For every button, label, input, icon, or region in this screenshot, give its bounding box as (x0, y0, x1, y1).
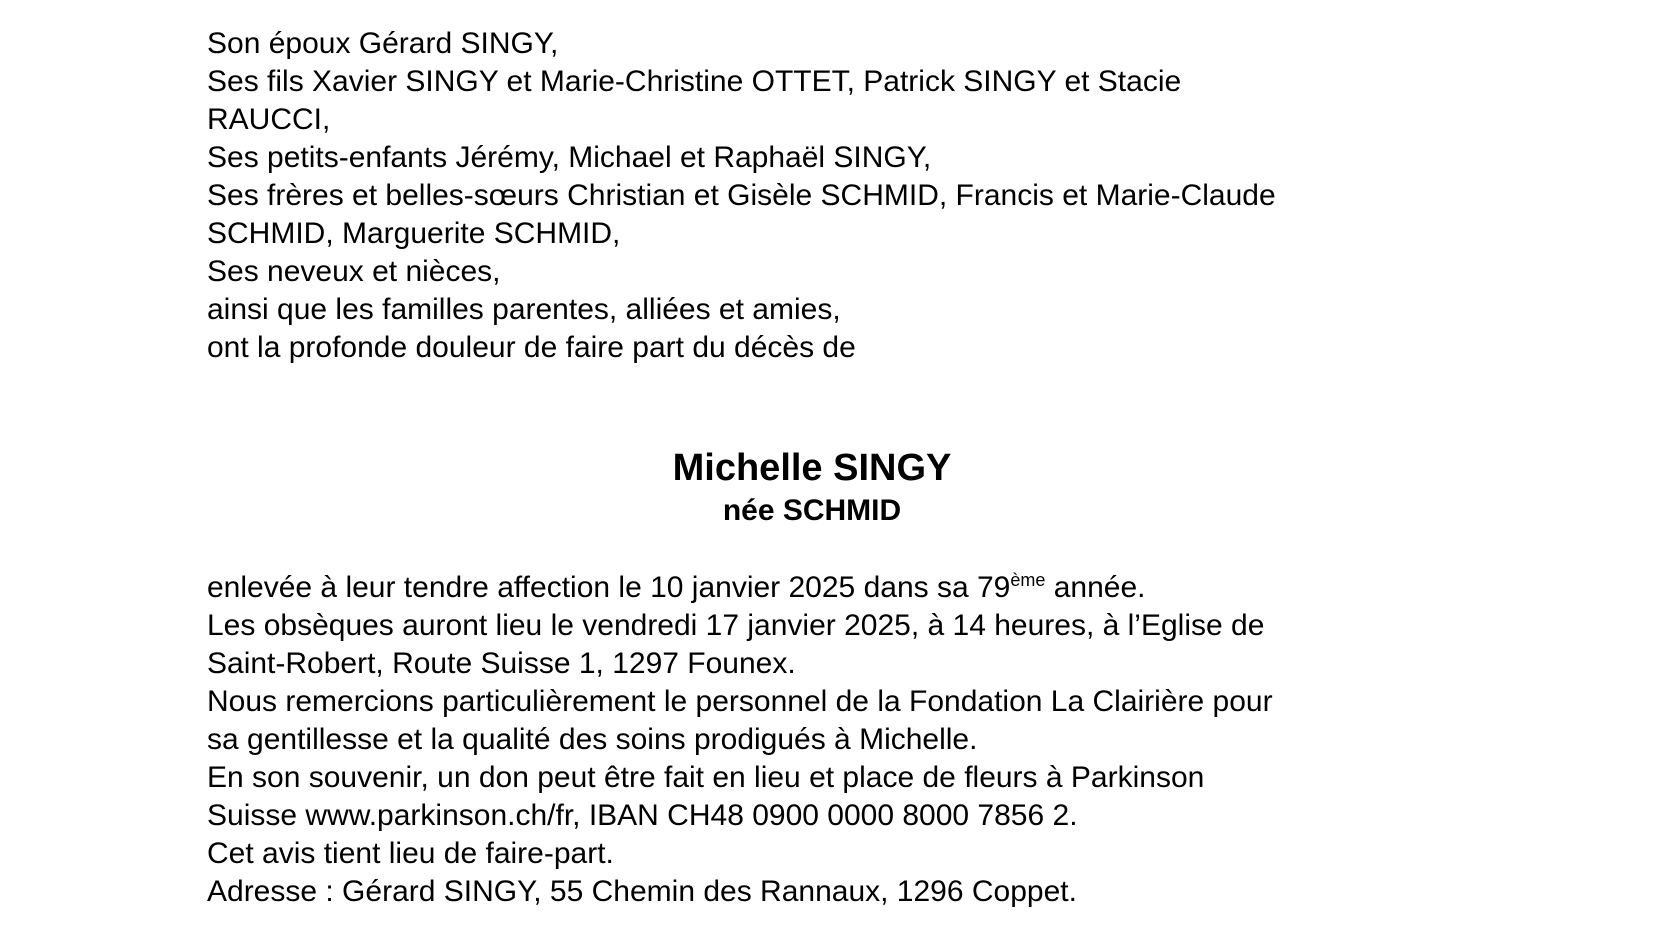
age-line-post: année. (1045, 571, 1146, 604)
intro-line: RAUCCI, (207, 103, 331, 136)
detail-line: Les obsèques auront lieu le vendredi 17 janvier 2025, à 14 heures, à l’Eglise de (207, 609, 1265, 642)
deceased-maiden-name: née SCHMID (722, 494, 902, 527)
intro-line: Son époux Gérard SINGY, (207, 27, 559, 60)
detail-line-address: Adresse : Gérard SINGY, 55 Chemin des Rannaux, 1296 Coppet. (207, 875, 1077, 908)
age-line-ordinal-superscript: ème (1010, 570, 1046, 590)
intro-line: ainsi que les familles parentes, alliées et amies, (207, 293, 841, 326)
detail-line: sa gentillesse et la qualité des soins prodigués à Michelle. (207, 723, 978, 756)
detail-line-donation: Suisse www.parkinson.ch/fr, IBAN CH48 0900 0000 8000 7856 2. (207, 799, 1078, 832)
detail-line: Saint-Robert, Route Suisse 1, 1297 Founex. (207, 647, 796, 680)
family-intro-block (207, 25, 1417, 367)
intro-line: Ses fils Xavier SINGY et Marie-Christine OTTET, Patrick SINGY et Stacie (207, 65, 1182, 98)
detail-line-age (207, 569, 1417, 607)
funeral-details-block (207, 569, 1417, 911)
intro-line: SCHMID, Marguerite SCHMID, (207, 217, 621, 250)
deceased-name-block (207, 444, 1417, 530)
intro-line: Ses petits-enfants Jérémy, Michael et Raphaël SINGY, (207, 141, 932, 174)
intro-line: Ses neveux et nièces, (207, 255, 501, 288)
detail-line: Nous remercions particulièrement le personnel de la Fondation La Clairière pour (207, 685, 1273, 718)
intro-line: Ses frères et belles-sœurs Christian et Gisèle SCHMID, Francis et Marie-Claude (207, 179, 1276, 212)
deceased-name: Michelle SINGY (672, 447, 952, 489)
detail-line: Cet avis tient lieu de faire-part. (207, 837, 614, 870)
age-line-pre: enlevée à leur tendre affection le 10 janvier 2025 dans sa 79 (207, 571, 1011, 604)
intro-line: ont la profonde douleur de faire part du décès de (207, 331, 856, 364)
detail-line: En son souvenir, un don peut être fait en lieu et place de fleurs à Parkinson (207, 761, 1205, 794)
document-page (207, 25, 1417, 911)
